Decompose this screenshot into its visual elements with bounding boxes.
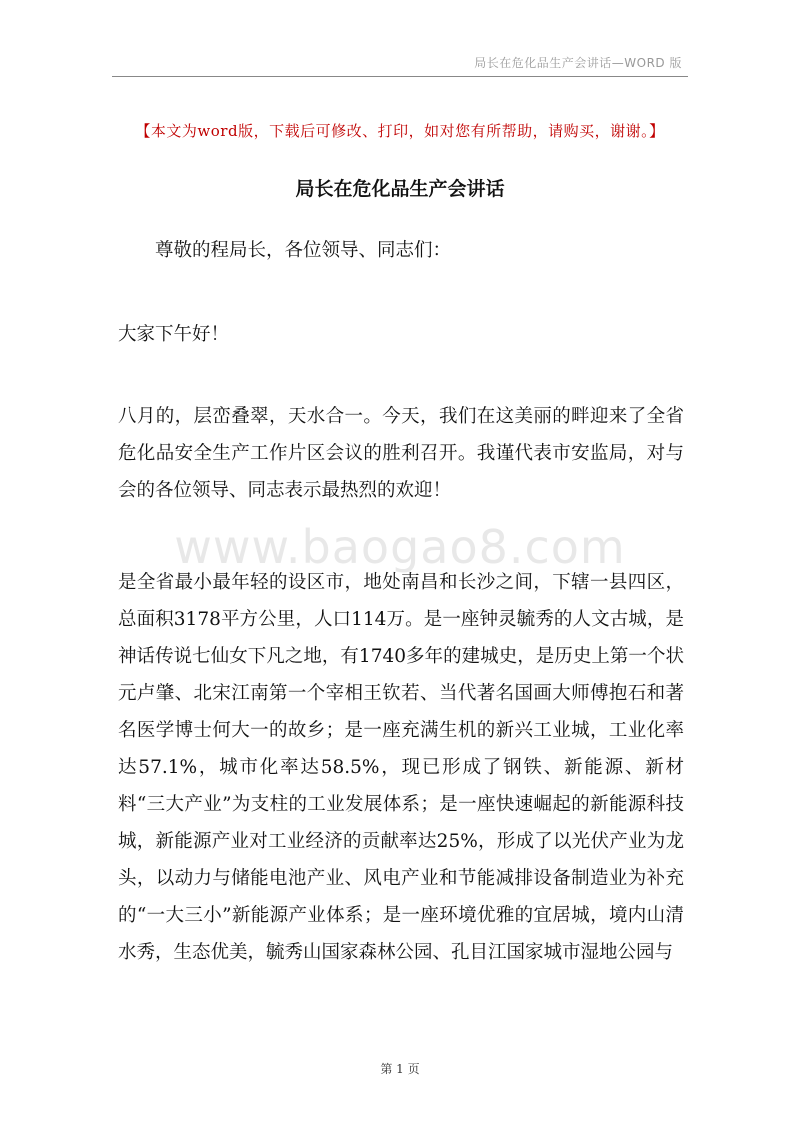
page-number: 第 1 页	[380, 1062, 420, 1076]
header-divider	[112, 76, 688, 77]
download-notice: 【本文为word版，下载后可修改、打印，如对您有所帮助，请购买，谢谢。】	[135, 122, 665, 140]
greeting: 大家下午好！	[118, 324, 230, 345]
running-header: 局长在危化品生产会讲话—WORD 版	[474, 56, 682, 70]
paragraph-city-intro: 是全省最小最年轻的设区市，地处南昌和长沙之间，下辖一县四区，总面积3178平方公里，人口114万。是一座钟灵毓秀的人文古城，是神话传说七仙女下凡之地，有1740多年的建城史，是历史上第一个状元卢肇、北宋江南第一个宰相王钦若、当代著名国画大师傅抱石和著名医学博士何大一的故乡；是一座充满生机的新兴工业城，工业化率达57.1%，城市化率达58.5%，现已形成了钢铁、新能源、新材料“三大产业”为支柱的工业发展体系；是一座快速崛起的新能源科技城，新能源产业对工业经济的贡献率达25%，形成了以光伏产业为龙头，以动力与储能电池产业、风电产业和节能减排设备制造业为补充的“一大三小”新能源产业体系；是一座环境优雅的宜居城，境内山清水秀，生态优美，毓秀山国家森林公园、孔目江国家城市湿地公园与	[118, 572, 684, 963]
paragraph-welcome: 八月的，层峦叠翠，天水合一。今天，我们在这美丽的畔迎来了全省危化品安全生产工作片区会议的胜利召开。我谨代表市安监局，对与会的各位领导、同志表示最热烈的欢迎！	[118, 406, 684, 501]
salutation: 尊敬的程局长，各位领导、同志们：	[155, 240, 452, 261]
watermark: www.baogao8.com	[174, 520, 626, 574]
document-title: 局长在危化品生产会讲话	[295, 178, 505, 200]
